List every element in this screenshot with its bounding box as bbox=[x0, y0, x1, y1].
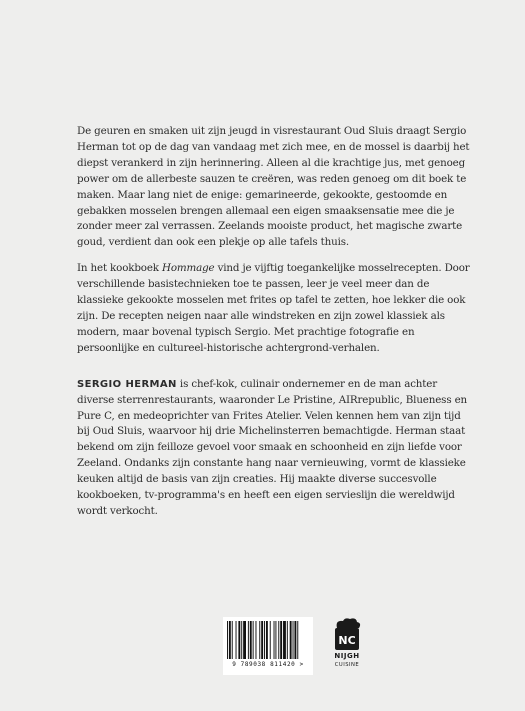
author-bio-text: is chef-kok, culinair ondernemer en de man achter diverse sterrenrestaurants, waaronder Le Pristine, AIRrepublic, Blueness en Pure C, en medeoprichter van Frites Atelier. Velen kennen hem van zijn tijd bij Oud Sluis, waarvoor hij drie Michelinsterren bemachtigde. Herman staat bekend om zijn feilloze gevoel voor smaak en schoonheid en zijn liefde voor Zeeland. Ondanks zijn constante hang naar vernieuwing, vormt de klassieke keuken altijd de basis van zijn creaties. Hij maakte diverse succesvolle kookboeken, tv-programma's en heeft een eigen servieslijn die wereldwijd wordt verkocht. bbox=[77, 377, 467, 517]
barcode-bars bbox=[227, 621, 309, 659]
barcode-bar bbox=[293, 621, 294, 659]
logo-mark-text: NC bbox=[338, 634, 356, 647]
barcode-bar bbox=[290, 621, 292, 659]
intro-paragraph-2-start: In het kookboek bbox=[77, 262, 162, 275]
barcode-bar bbox=[275, 621, 276, 659]
intro-paragraph-2 bbox=[77, 261, 475, 356]
barcode-bar bbox=[287, 621, 288, 659]
barcode-bar bbox=[250, 621, 252, 659]
barcode-bar bbox=[261, 621, 263, 659]
nc-logo-icon bbox=[331, 617, 363, 651]
intro-paragraph-1: De geuren en smaken uit zijn jeugd in visrestaurant Oud Sluis draagt Sergio Herman tot op de dag van vandaag met zich mee, en de mossel is daarbij het diepst verankerd in zijn herinnering. Alleen al die krachtige jus, met genoeg power om de allerbeste sauzen te creëren, was reden genoeg om dit boek te maken. Maar lang niet de enige: gemarineerde, gekookte, gestoomde en gebakken mosselen brengen allemaal een eigen smaaksensatie mee die je zonder meer zal verrassen. Zeelands mooiste product, het magische zwarte goud, verdient dan ook een plekje op alle tafels thuis. bbox=[77, 125, 470, 249]
barcode-bar bbox=[253, 621, 254, 659]
barcode-bar bbox=[227, 621, 228, 659]
barcode-bar bbox=[238, 621, 240, 659]
barcode-bar bbox=[264, 621, 265, 659]
barcode-number: 9 789038 811420 > bbox=[232, 661, 304, 668]
barcode-bar bbox=[274, 621, 275, 659]
intro-paragraph-2-rest: vind je vijftig toegankelijke mosselrecepten. Door verschillende basistechnieken toe te passen, leer je veel meer dan de klassieke gekookte mosselen met frites op tafel te zetten, hoe lekker die ook zijn. De recepten neigen naar alle windstreken en zijn zowel klassiek als modern, maar bovenal typisch Sergio. Met prachtige fotografie en persoonlijke en cultureel-historische achtergrond-verhalen. bbox=[77, 262, 470, 354]
barcode-bar bbox=[248, 621, 249, 659]
barcode-bar bbox=[259, 621, 260, 659]
barcode-bar bbox=[266, 621, 268, 659]
barcode-bar bbox=[241, 621, 242, 659]
barcode-bar bbox=[236, 621, 237, 659]
barcode-bar bbox=[229, 621, 231, 659]
logo-line-2: CUISINE bbox=[334, 662, 360, 668]
barcode bbox=[223, 617, 313, 675]
body-text bbox=[77, 124, 475, 530]
logo-line-1: NIJGH bbox=[334, 652, 360, 660]
publisher-logo bbox=[327, 617, 367, 679]
barcode-bar bbox=[297, 621, 298, 659]
barcode-bar bbox=[280, 621, 282, 659]
barcode-bar bbox=[294, 621, 296, 659]
author-bio bbox=[77, 377, 475, 520]
barcode-bar bbox=[256, 621, 257, 659]
barcode-bar bbox=[232, 621, 233, 659]
author-name: SERGIO HERMAN bbox=[77, 378, 177, 390]
barcode-bar bbox=[278, 621, 279, 659]
book-title: Hommage bbox=[161, 262, 215, 275]
barcode-bar bbox=[270, 621, 271, 659]
barcode-bar bbox=[243, 621, 246, 659]
barcode-bar bbox=[283, 621, 286, 659]
